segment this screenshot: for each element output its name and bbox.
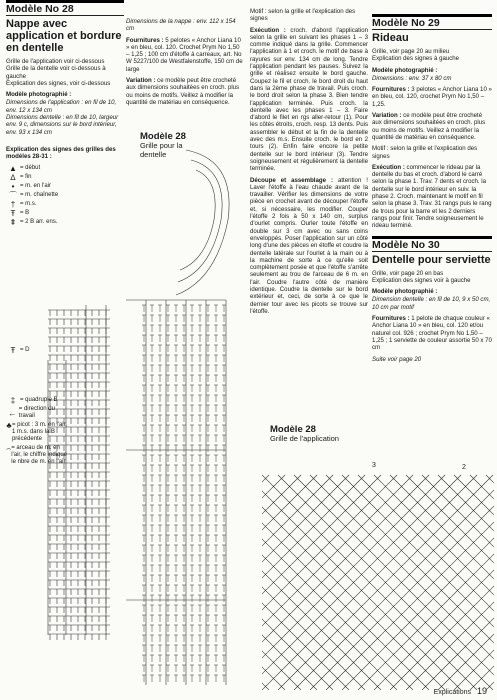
two-treble-together-icon: ⇞ [9,217,17,227]
motif-text: Motif : selon la grille et l'explication des signes [372,145,478,160]
variation-text: ce modèle peut être crocheté aux dimensions souhaitées en croch. plus ou moins de motifs. Veillez à modifier la quantité de matériau en conséquence. [372,112,486,141]
treble-icon: Ŧ [10,208,16,218]
page-number: 19 [476,686,487,696]
photo-dimensions: Dimensions : env. 37 x 80 cm [372,74,452,82]
column-4 [372,0,492,367]
variation-label: Variation : [372,112,402,120]
page-footer [434,686,487,696]
photo-label: Modèle photographié : [6,91,72,99]
double-treble-icon: Ŧ [10,346,16,355]
quadruple-treble-icon: ‡ [10,396,16,405]
supplies-label: Fournitures : [372,315,410,323]
model-number: Modèle No 28 [6,3,74,15]
execution-text: croch. d'abord l'application selon la grille en suivant les phases 1 – 3 comme indiqué dans la grille. Commencer l'application à 1 et croch. le motif de base à rayures sur env. 134 cm de long. Tendre l'application pendant les pauses. Suivez la grille et réalisez ensuite le bord gauche. Coupez le fil et croch. le bord droit du haut dans la 2ème phase de travail. Puis croch. le bord droit selon la phase 3. Bien tendre l'application terminée. Puis croch. la dentelle avec les phases 1 – 3. Faire d'abord le filet en rgs aller-retour (1). Pour les côtés étroits, croch. resp. 13 dents. Puis assembler le début et la fin de la dentelle avec des m.s. Ensuite croch. le bord en 2 tours (2). Enfin faire encore la petite dentelle sur le bord intérieur (3). Tendre soigneusement et régulièrement la dentelle terminée. [250,26,368,173]
chart-subtitle: Grille pour la dentelle [140,141,183,159]
photo-label: Modèle photographié : [372,288,438,296]
legend-item: ← = direction du travail [6,406,68,420]
column-3 [250,0,368,443]
model-30-header [372,236,492,251]
legend-item: ⇞ = 2 B arr. ens. [6,219,124,226]
model-title: Rideau [372,32,409,44]
legend-item: ⌢ = arceau de m. en l'air, le chiffre indique le nbre de m. en l'air [6,444,67,465]
legend-item: ∆ = fin [6,174,124,181]
tablecloth-dimensions: Dimensions de la nappe : env. 112 x 154 cm [126,18,236,33]
legend-item: ♣ = picot : 3 m. en l'air, 1 m.s. dans la B précédente [6,421,67,442]
picot-icon: ♣ [6,421,12,430]
execution-label: Exécution : [250,26,286,34]
variation-label: Variation : [126,77,156,85]
model-29-header [372,14,492,29]
arrow-left-icon: ← [8,408,17,418]
supplies-text: 3 pelotes « Anchor Liana 10 » en bleu, col. 120, crochet Prym No 1,50 – 1,25. [372,86,492,108]
start-icon: ▲ [9,163,17,173]
variation-text: ce modèle peut être crocheté aux dimensions souhaitées en croch. plus ou moins de motifs. Veillez à modifier la quantité de matériau en conséquence. [126,77,240,106]
legend-item: • = m. en l'air [6,183,124,190]
symbol-legend-2 [6,345,66,356]
photo-label: Modèle photographié : [372,66,438,74]
end-icon: ∆ [10,172,16,182]
model-number: Modèle No 30 [372,238,440,251]
model-title: Nappe avec application et bordure en dentelle [6,18,122,54]
supplies-label: Fournitures : [126,36,164,44]
execution-text: commencer le rideau par la dentelle du bas et croch. d'abord le carré selon la phase 1. Trav. 7 dents et croch. la dentelle sur le bord intérieur en suiv. la phase 2. Croch. maintenant le motif en fil selon la phase 3. Trav. 31 rangs puis le rang de trous pour la barre et les 2 derniers rangs pour finir. Tendre soigneusement le rideau terminé. [372,163,492,230]
chain-stitch-icon: • [11,181,15,191]
legend-title: Explication des signes des grilles des modèles 28-31 : [6,145,116,161]
photo-dimensions: Dimensions de l'application : en fil de 10, env. 12 x 134 cm Dimensions dentelle : en fil de 10, largeur env. 9 c, dimensions sur le bord intérieur, env. 93 x 134 cm [6,99,119,136]
supplies-label: Fournitures : [372,86,410,94]
legend-item: Ŧ = D [6,347,66,354]
model-intro: Grille, voir page 20 en bas Explication des signes voir à gauche [372,269,471,284]
lace-fan-chart [116,130,244,690]
chart-label: Modèle 28 [270,424,316,435]
motif-text: Motif : selon la grille et l'explication des signes [250,8,356,23]
column-1 [6,0,124,465]
application-lattice-chart [262,455,494,690]
model-28-header [6,0,124,15]
photo-dimensions: Dimension dentelle : en fil de 10, 9 x 50 cm, 10 cm par motif [372,296,491,311]
legend-item: Ŧ = B [6,210,124,217]
chart-label: Modèle 28 [140,131,186,142]
grid-references: Grille de l'application voir ci-dessous Grille de la dentelle voir ci-dessous à gauche Explication des signes, voir ci-dessous [6,58,111,87]
legend-item: ⌒ = m. chaînette [6,192,124,199]
assembly-text: attention ! Laver l'étoffe à l'eau chaude avant de la travailler. Vérifier les dimensions de votre pièce en crochet avant de découper l'étoffe et, si nécessaire, les modifier. Couper l'étoffe 2 fois à 50 x 140 cm, surplus d'ourlet compris. Ourler toute l'étoffe en double sur 3 cm avec ou sans coins enveloppés. Poser l'application sur un côté long d'une des pièces en étoffe et coudre la dentelle latérale sur l'ourlet à la main ou à la machine de sorte à ce qu'elle soit complètement posée et que l'étoffe s'arrête seulement au trou de l'arceau de 6 m. en l'air. Coudre l'autre côté de manière identique. Coudre la dentelle sur le bord extérieur et, ceci, de sorte à ce que le dernier tour avec les picots se trouve sur l'étoffe. [250,176,368,315]
svg-text:3: 3 [372,462,376,469]
model-number: Modèle No 29 [372,17,440,29]
assembly-label: Découpe et assemblage : [250,176,333,184]
model-title: Dentelle pour serviette [372,253,491,266]
legend-item: ▲ = début [6,165,124,172]
supplies-text: 5 pelotes « Anchor Liana 10 » en bleu, col. 120. Crochet Prym No 1,50 – 1,25 ; 100 cm d'étoffe à carreaux, art. No W 5227/100 de Westfalenstoffe, 150 cm de large [126,36,243,73]
column-2 [126,0,244,159]
execution-label: Exécution : [372,163,405,171]
legend-item: † = m.s. [6,201,124,208]
section-name: Explications [433,689,472,696]
slip-stitch-icon: ⌒ [9,190,17,200]
single-crochet-icon: † [10,199,16,209]
svg-text:2: 2 [462,464,466,471]
model-intro: Grille, voir page 20 au milieu Explication des signes à gauche [372,48,460,63]
chart-subtitle: Grille de l'application [270,434,339,443]
continued-note: Suite voir page 20 [372,355,422,363]
symbol-legend [6,165,124,226]
legend-item: ‡ = quadruple B [6,397,68,404]
chain-arch-icon: ⌢ [6,444,12,453]
supplies-text: 1 pelote de chaque couleur « Anchor Liana 10 » en bleu, col. 120 et/ou naturel col. 926 ; crochet Prym No 1,50 – 1,25 ; 1 serviette de couleur assortie 50 x 70 cm [372,315,492,352]
